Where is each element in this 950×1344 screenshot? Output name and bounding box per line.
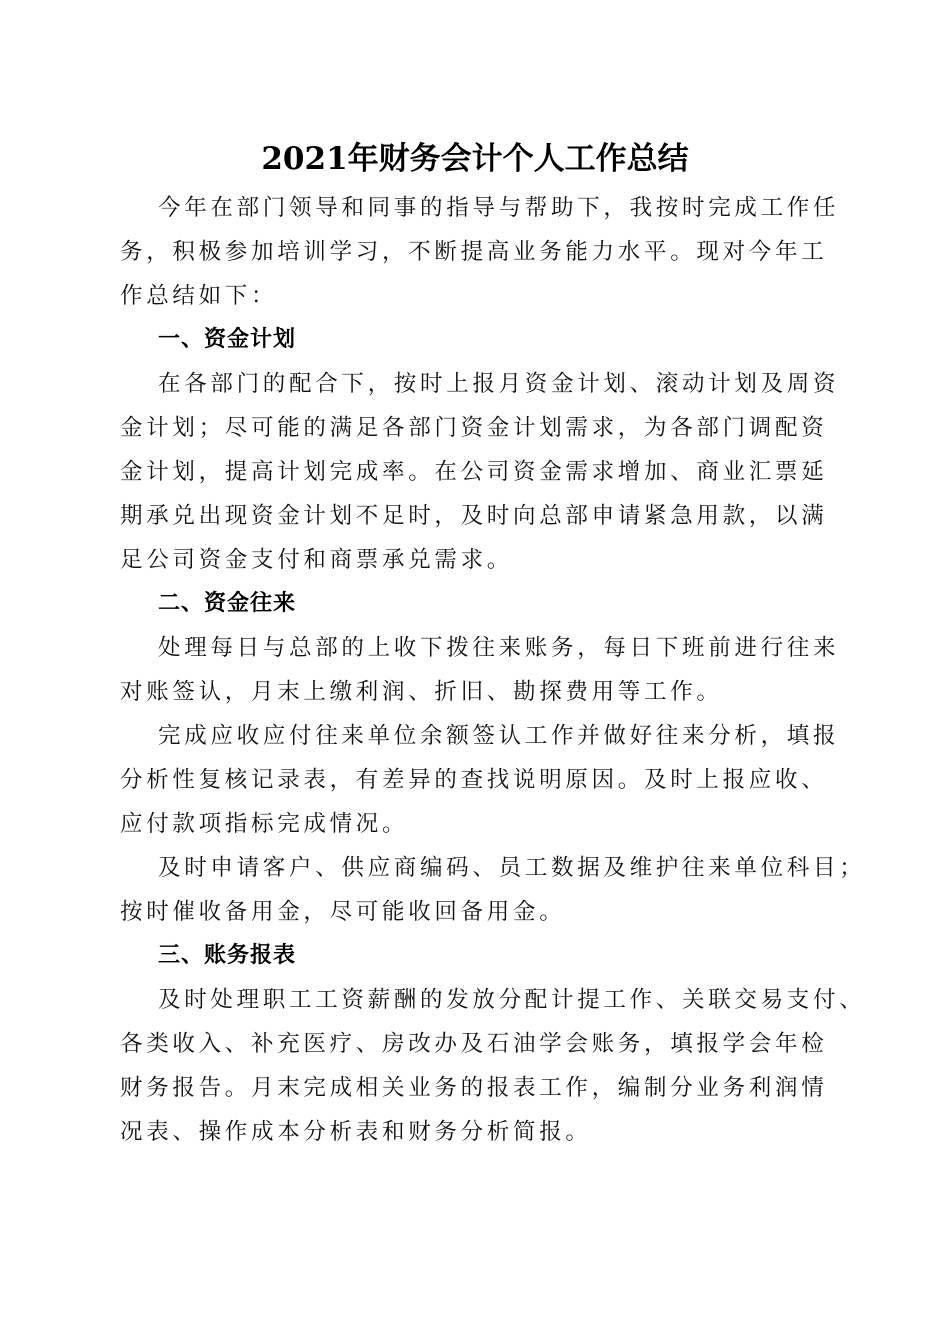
paragraph-line: 期承兑出现资金计划不足时，及时向总部申请紧急用款，以满 bbox=[120, 503, 828, 529]
paragraph-line: 财务报告。月末完成相关业务的报表工作，编制分业务利润情 bbox=[120, 1075, 828, 1101]
paragraph-line: 各类收入、补充医疗、房改办及石油学会账务，填报学会年检 bbox=[120, 1031, 828, 1057]
paragraph-line: 应付款项指标完成情况。 bbox=[120, 811, 409, 837]
paragraph-line: 金计划，提高计划完成率。在公司资金需求增加、商业汇票延 bbox=[120, 459, 828, 485]
paragraph-line: 按时催收备用金，尽可能收回备用金。 bbox=[120, 899, 566, 925]
paragraph-line: 及时处理职工工资薪酬的发放分配计提工作、关联交易支付、 bbox=[158, 987, 866, 1013]
intro-line: 作总结如下： bbox=[120, 283, 278, 309]
intro-line: 今年在部门领导和同事的指导与帮助下，我按时完成工作任 bbox=[158, 195, 840, 221]
paragraph-line: 足公司资金支付和商票承兑需求。 bbox=[120, 547, 514, 573]
paragraph-line: 金计划；尽可能的满足各部门资金计划需求，为各部门调配资 bbox=[120, 415, 828, 441]
intro-line: 务，积极参加培训学习，不断提高业务能力水平。现对今年工 bbox=[120, 239, 828, 265]
section-heading: 一、资金计划 bbox=[158, 327, 297, 352]
paragraph-line: 在各部门的配合下，按时上报月资金计划、滚动计划及周资 bbox=[158, 371, 840, 397]
paragraph-line: 及时申请客户、供应商编码、员工数据及维护往来单位科目； bbox=[158, 855, 866, 881]
paragraph-line: 分析性复核记录表，有差异的查找说明原因。及时上报应收、 bbox=[120, 767, 828, 793]
paragraph-line: 处理每日与总部的上收下拨往来账务，每日下班前进行往来 bbox=[158, 635, 840, 661]
paragraph-line: 对账签认，月末上缴利润、折旧、勘探费用等工作。 bbox=[120, 679, 723, 705]
document-title: 2021年财务会计个人工作总结 bbox=[261, 141, 689, 177]
paragraph-line: 完成应收应付往来单位余额签认工作并做好往来分析，填报 bbox=[158, 723, 840, 749]
section-heading: 三、账务报表 bbox=[158, 943, 297, 968]
paragraph-line: 况表、操作成本分析表和财务分析简报。 bbox=[120, 1119, 592, 1145]
section-heading: 二、资金往来 bbox=[158, 591, 297, 616]
